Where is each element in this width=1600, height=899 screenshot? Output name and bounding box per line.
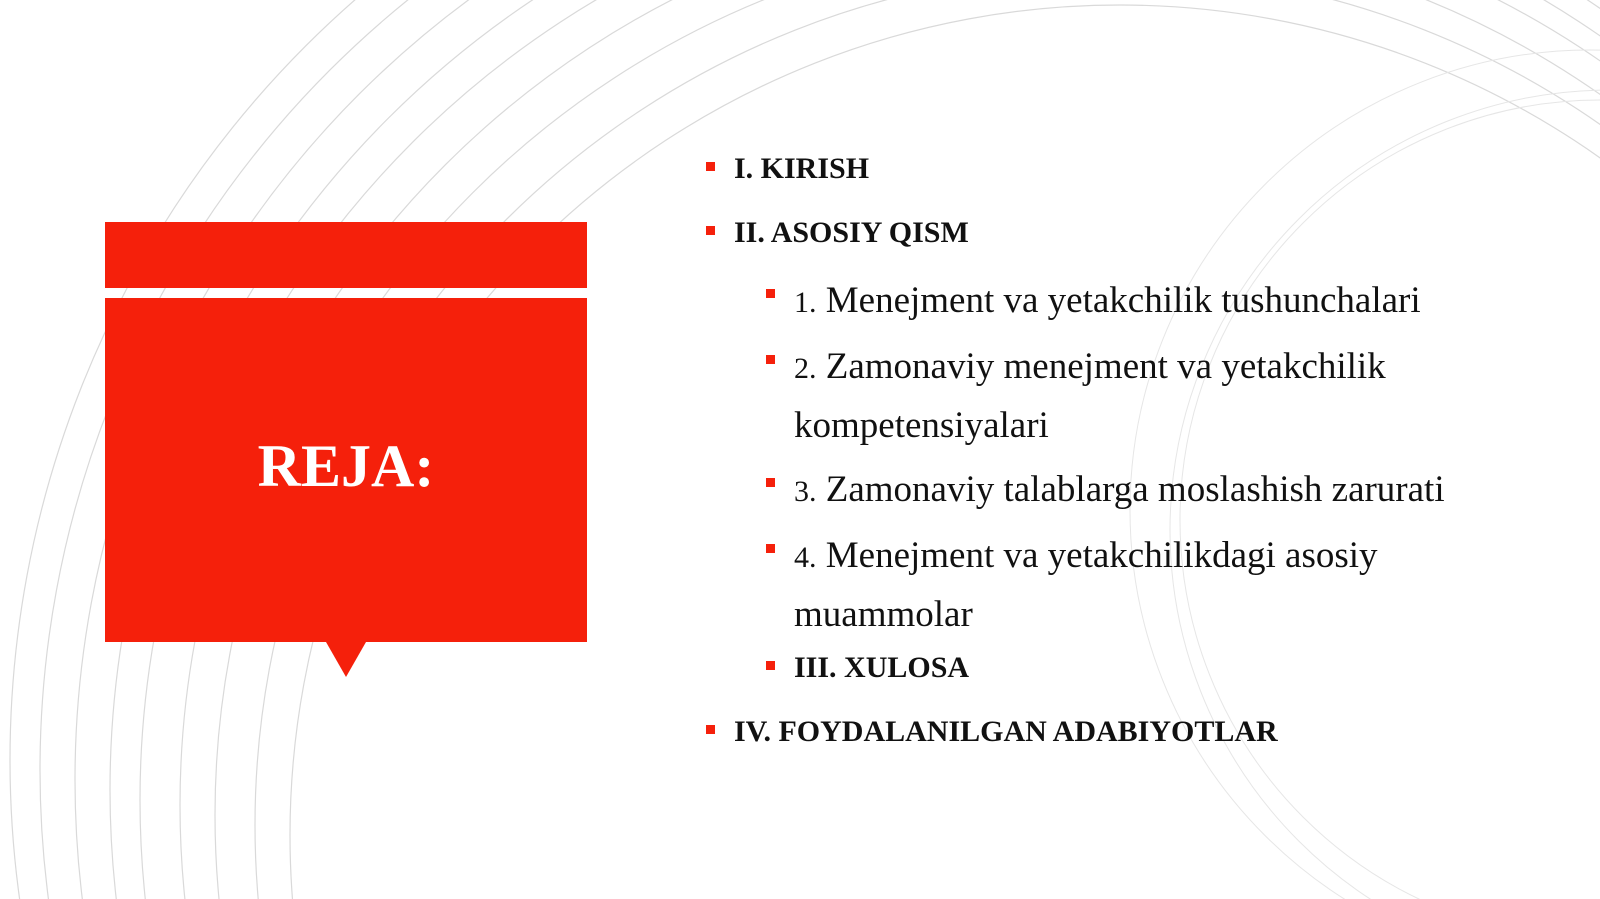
outline-subitem-3 [794, 461, 1524, 520]
subitem-number: 3. [794, 475, 817, 508]
outline-subitem-1 [794, 272, 1524, 331]
subitem-label: Menejment va yetakchilikdagi asosiy muammolar [794, 535, 1378, 635]
outline-item-label: I. KIRISH [734, 152, 870, 185]
outline-item-adabiyotlar [734, 715, 1278, 749]
bullet-marker [766, 355, 775, 364]
outline-item-label: IV. FOYDALANILGAN ADABIYOTLAR [734, 715, 1278, 748]
bullet-marker [706, 162, 715, 171]
bullet-marker [706, 226, 715, 235]
subitem-number: 1. [794, 286, 817, 319]
subitem-label: Zamonaviy menejment va yetakchilik kompetensiyalari [794, 346, 1386, 446]
bullet-marker [766, 544, 775, 553]
outline-item-asosiy-qism [734, 216, 969, 250]
subitem-number: 4. [794, 541, 817, 574]
outline-item-label: II. ASOSIY QISM [734, 216, 969, 249]
outline-item-label: III. XULOSA [794, 651, 970, 684]
subitem-label: Zamonaviy talablarga moslashish zarurati [816, 469, 1445, 510]
subitem-number: 2. [794, 352, 817, 385]
slide-title: REJA: [257, 432, 435, 499]
bullet-marker [766, 478, 775, 487]
outline-item-kirish [734, 152, 869, 186]
outline-subitem-4 [794, 527, 1524, 643]
bullet-marker [766, 289, 775, 298]
outline-item-xulosa [794, 651, 969, 685]
outline-subitem-2 [794, 338, 1524, 454]
subitem-label: Menejment va yetakchilik tushunchalari [816, 280, 1421, 321]
bullet-marker [706, 725, 715, 734]
bullet-marker [766, 661, 775, 670]
